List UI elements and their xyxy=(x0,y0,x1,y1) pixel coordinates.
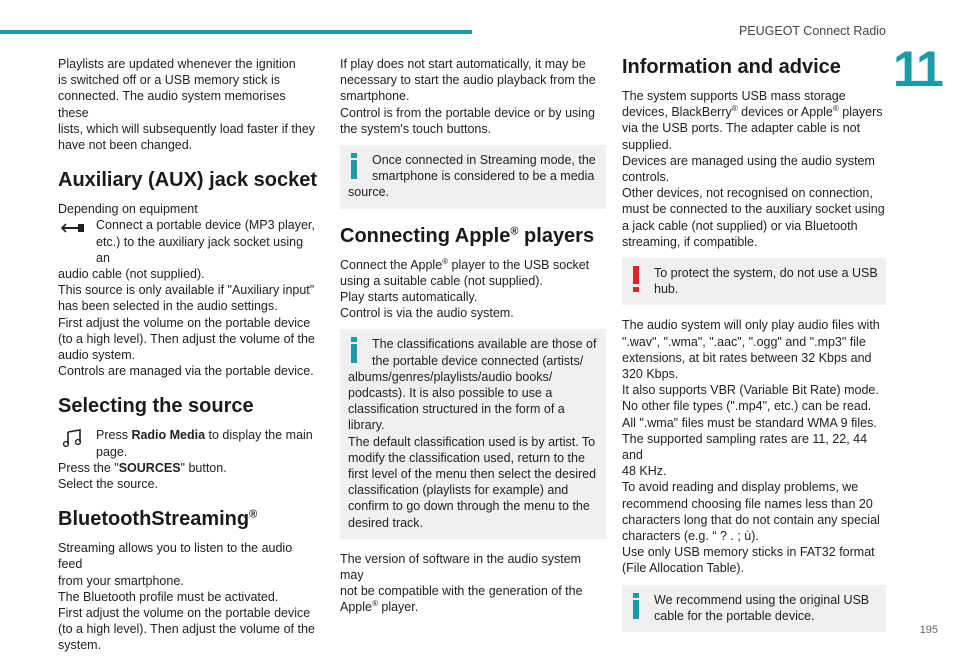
sources-label: SOURCES xyxy=(118,460,181,475)
header-title: PEUGEOT Connect Radio xyxy=(738,24,886,38)
usb-support-paragraph: The system supports USB mass storage devices, BlackBerry® devices or Apple® players via the USB ports. The adapter cable is not supplied. Devices are managed using the audio system controls. Other devices, not recognised on connection, must be connected to the auxiliary socket using a jack cable (not supplied) or via Bluetooth streaming, if compatible. xyxy=(622,89,885,249)
info-icon xyxy=(348,153,360,179)
aux-paragraph: audio cable (not supplied). This source is only available if "Auxiliary input" has been selected in the audio settings. First adjust the volume on the portable device (to a high level). Then adjust the volume of the audio system. Controls are managed via the portable device. xyxy=(58,267,315,379)
aux-heading: Auxiliary (AUX) jack socket xyxy=(58,169,317,192)
column-2 xyxy=(340,56,606,624)
bluetooth-paragraph: Streaming allows you to listen to the audio feed from your smartphone. The Bluetooth profile must be activated. First adjust the volume on the portable device (to a high level). Then adjust the volume of the system. xyxy=(58,541,315,653)
info-advice-heading: Information and advice xyxy=(622,56,841,78)
info-icon xyxy=(630,593,642,619)
select-icon-row: Press Radio Media to display the main page. xyxy=(58,427,318,459)
apple-heading: Connecting Apple® players xyxy=(340,224,595,247)
page-number: 195 xyxy=(919,624,938,636)
streaming-note: Once connected in Streaming mode, the smartphone is considered to be a media source. xyxy=(340,145,606,209)
radio-media-label: Radio Media xyxy=(131,428,206,443)
aux-depending: Depending on equipment xyxy=(58,202,198,217)
bluetooth-heading: BluetoothStreaming® xyxy=(58,508,258,531)
apple-paragraph: Connect the Apple® player to the USB socket using a suitable cable (not supplied). Play starts automatically. Control is via the audio system. xyxy=(340,256,590,321)
classification-note: The classifications available are those of the portable device connected (artists/ albums/genres/playlists/audio books/ podcasts). It is also possible to use a classification structured in the form of a library. The default classification used is by artist. To modify the classification used, return to the first level of the menu then select the desired classification (playlists for example) and confirm to go down through the menu to the desired track. xyxy=(340,329,606,538)
playlists-paragraph: Playlists are updated whenever the ignition is switched off or a USB memory stick is connected. The audio system memorises these lists, which will subsequently load faster if they have not been changed. xyxy=(58,57,316,153)
usb-hub-warning: To protect the system, do not use a USB hub. xyxy=(622,258,886,305)
info-icon xyxy=(348,337,360,363)
column-1 xyxy=(58,56,318,662)
aux-icon-row: Connect a portable device (MP3 player, etc.) to the auxiliary jack socket using an xyxy=(58,217,318,266)
usb-cable-note: We recommend using the original USB cable for the portable device. xyxy=(622,585,886,632)
select-paragraph: Press the "SOURCES" button. Select the source. xyxy=(58,460,227,492)
file-format-paragraph: The audio system will only play audio files with ".wav", ".wma", ".aac", ".ogg" and ".mp3" file extensions, at bit rates between 32 Kbps and 320 Kbps. It also supports VBR (Variable Bit Rate) mode. No other file types (".mp4", etc.) can be read. All ".wma" files must be standard WMA 9 files. The supported sampling rates are 11, 22, 44 and 48 KHz. To avoid reading and display problems, we recommend choosing file names less than 20 characters long that do not contain any special characters (e.g. “ ? . ; ù). Use only USB memory sticks in FAT32 format (File Allocation Table). xyxy=(622,318,880,576)
jack-cable-icon xyxy=(60,219,88,237)
version-paragraph: The version of software in the audio system may not be compatible with the generation of the Apple® player. xyxy=(340,551,583,615)
music-note-icon xyxy=(60,429,88,447)
chapter-number: 11 xyxy=(893,41,942,97)
select-source-heading: Selecting the source xyxy=(58,395,254,418)
header-accent-bar xyxy=(0,30,472,34)
playback-paragraph: If play does not start automatically, it may be necessary to start the audio playback from the smartphone. Control is from the portable device or by using the system's touch buttons. xyxy=(340,57,596,136)
warning-icon xyxy=(630,266,642,292)
column-3 xyxy=(622,56,886,644)
